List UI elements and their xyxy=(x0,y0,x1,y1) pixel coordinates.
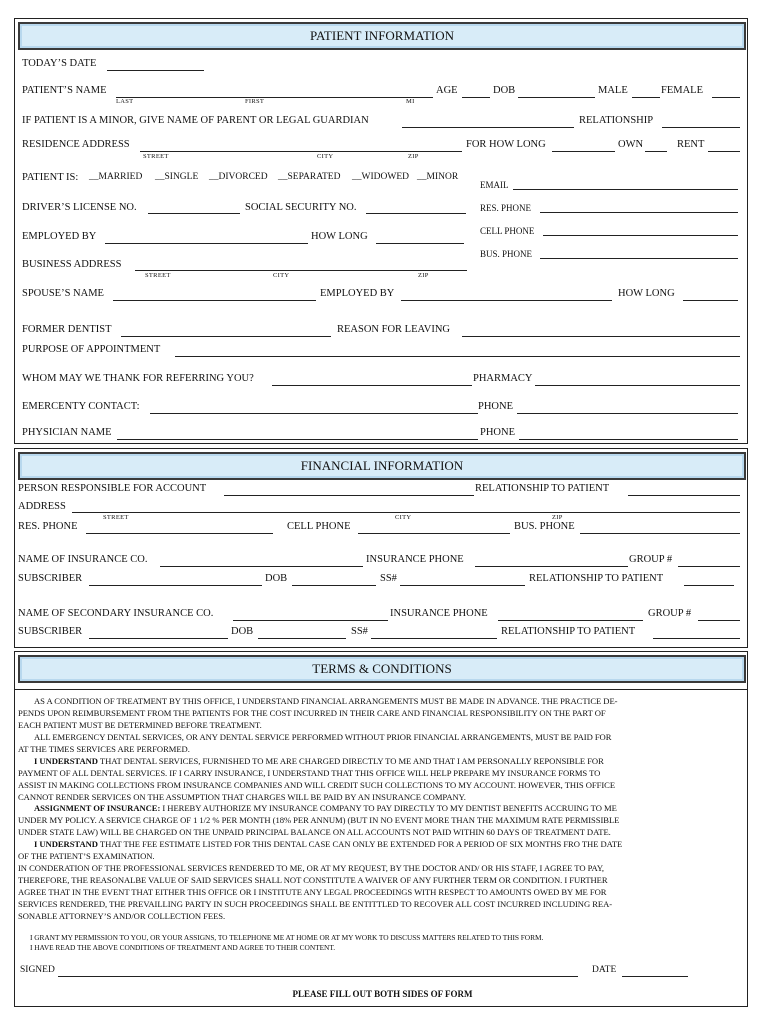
todays-date-field[interactable] xyxy=(107,70,204,71)
fin-cell-phone-label: CELL PHONE xyxy=(287,521,351,532)
terms-line xyxy=(34,839,622,851)
terms-line: PAYMENT OF ALL DENTAL SERVICES. IF I CARRY INSURANCE, I UNDERSTAND THAT THIS OFFICE WILL HELP PREPARE MY INSURANCE FORMS TO xyxy=(18,768,601,778)
terms-line: AGREE THAT IN THE EVENT THAT EITHER THIS OFFICE OR I INSTITUTE ANY LEGAL PROCEEDINGS WITH RESPECT TO AMOUNTS OWED BY ME FOR xyxy=(18,887,607,897)
email-field[interactable] xyxy=(513,189,738,190)
group2-label: GROUP # xyxy=(648,608,692,619)
city-sublabel: CITY xyxy=(317,153,334,160)
insurance-co-label: NAME OF INSURANCE CO. xyxy=(18,554,148,565)
drivers-license-field[interactable] xyxy=(148,213,240,214)
subscriber-label: SUBSCRIBER xyxy=(18,573,83,584)
age-field[interactable] xyxy=(462,97,490,98)
terms-line: ALL EMERGENCY DENTAL SERVICES, OR ANY DENTAL SERVICE PERFORMED WITHOUT PRIOR FINANCIAL ARRANGEMENTS, MUST BE PAID FOR xyxy=(34,732,612,742)
married-label: MARRIED xyxy=(98,172,143,182)
terms-line: AT THE TIMES SERVICES ARE PERFORMED. xyxy=(18,744,190,754)
emergency-contact-field[interactable] xyxy=(150,413,478,414)
emergency-contact-label: EMERCENTY CONTACT: xyxy=(22,401,140,412)
fin-address-field[interactable] xyxy=(72,512,740,513)
fin-bus-phone-field[interactable] xyxy=(580,533,740,534)
date-field[interactable] xyxy=(622,976,688,977)
spouse-employed-label: EMPLOYED BY xyxy=(320,288,395,299)
ssn-field[interactable] xyxy=(366,213,466,214)
secondary-insurance-label: NAME OF SECONDARY INSURANCE CO. xyxy=(18,608,214,619)
sub2-ss-field[interactable] xyxy=(371,638,497,639)
res-phone-field[interactable] xyxy=(540,212,738,213)
bus-phone-field[interactable] xyxy=(540,258,738,259)
terms-line: CANNOT RENDER SERVICES ON THE ASSUMPTION THAT CHARGES WILL BE PAID BY AN INSURANCE COMPANY. xyxy=(18,792,466,802)
patient-info-title: PATIENT INFORMATION xyxy=(309,28,455,43)
zip-sublabel: ZIP xyxy=(408,153,419,160)
terms-line: IN CONDERATION OF THE PROFESSIONAL SERVICES RENDERED TO ME, OR AT MY REQUEST, BY THE DOCTOR AND/ OR HIS STAFF, I AGREE TO PAY, xyxy=(18,863,605,873)
emergency-phone-field[interactable] xyxy=(517,413,738,414)
ssn-label: SOCIAL SECURITY NO. xyxy=(245,202,357,213)
employed-by-label: EMPLOYED BY xyxy=(22,231,97,242)
terms-bold: I UNDERSTAND xyxy=(34,756,98,766)
own-field[interactable] xyxy=(645,151,667,152)
reason-leaving-label: REASON FOR LEAVING xyxy=(337,324,450,335)
fin-zip-sublabel: ZIP xyxy=(552,514,563,521)
group2-field[interactable] xyxy=(698,620,740,621)
patient-is-label: PATIENT IS: xyxy=(22,172,79,183)
how-long-label: FOR HOW LONG xyxy=(466,139,546,150)
terms-span: THAT THE FEE ESTIMATE LISTED FOR THIS DENTAL CASE CAN ONLY BE EXTENDED FOR A PERIOD OF SIX MONTHS FRO THE DATE xyxy=(97,839,623,849)
fin-street-sublabel: STREET xyxy=(103,514,129,521)
fin-res-phone-field[interactable] xyxy=(86,533,273,534)
employed-how-long-label: HOW LONG xyxy=(311,231,368,242)
sub-ss-label: SS# xyxy=(380,573,397,584)
terms-line: OF THE PATIENT’S EXAMINATION. xyxy=(18,851,155,861)
signature-field[interactable] xyxy=(58,976,578,977)
former-dentist-label: FORMER DENTIST xyxy=(22,324,112,335)
terms-line: UNDER MY POLICY. A SERVICE CHARGE OF 1 1/2 % PER MONTH (18% PER ANNUM) (BUT IN NO EVENT MORE THAN THE MAXIMUM RATE PERMISSIBLE xyxy=(18,815,620,825)
physician-name-field[interactable] xyxy=(117,439,478,440)
mi-sublabel: MI xyxy=(406,98,415,105)
drivers-license-label: DRIVER’S LICENSE NO. xyxy=(22,202,137,213)
sub-relationship-label: RELATIONSHIP TO PATIENT xyxy=(529,573,664,584)
relationship-patient-label: RELATIONSHIP TO PATIENT xyxy=(475,483,610,494)
business-address-field[interactable] xyxy=(135,270,467,271)
employed-how-long-field[interactable] xyxy=(376,243,464,244)
terms-bold: I UNDERSTAND xyxy=(34,839,98,849)
sub2-relationship-label: RELATIONSHIP TO PATIENT xyxy=(501,626,636,637)
sub2-dob-field[interactable] xyxy=(258,638,346,639)
agreement-line: I HAVE READ THE ABOVE CONDITIONS OF TREATMENT AND AGREE TO THEIR CONTENT. xyxy=(30,943,336,952)
emergency-phone-label: PHONE xyxy=(478,401,514,412)
male-label: MALE xyxy=(598,85,628,96)
insurance-phone2-field[interactable] xyxy=(498,620,643,621)
spouse-name-field[interactable] xyxy=(113,300,316,301)
responsible-field[interactable] xyxy=(224,495,474,496)
terms-line: ASSIST IN MAKING COLLECTIONS FROM INSURANCE COMPANIES AND WILL CREDIT SUCH COLLECTIONS TO MY ACCOUNT. HOWEVER, THIS OFFICE xyxy=(18,780,616,790)
email-label: EMAIL xyxy=(480,180,509,190)
terms-line: SERVICES RENDERED, THE PREVAILLING PARTY IN SUCH PROCEEDINGS SHALL BE ENTITTLED TO RECOVER ALL COST INCURRED INCLUDING REA- xyxy=(18,899,613,909)
divorced-option[interactable]: __DIVORCED xyxy=(209,172,268,182)
terms-line: THEREFORE, THE REASONALBE VALUE OF SAID SERVICES SHALL NOT CONSTITUTE A WAIVER OF ANY FURTHER TERM OR CONDITION. I FURTHER xyxy=(18,875,608,885)
spouse-how-long-field[interactable] xyxy=(683,300,738,301)
sub-dob-label: DOB xyxy=(265,573,288,584)
subscriber-field[interactable] xyxy=(89,585,262,586)
minor-label: MINOR xyxy=(426,172,459,182)
street-sublabel: STREET xyxy=(143,153,169,160)
fin-bus-phone-label: BUS. PHONE xyxy=(514,521,575,532)
separated-option[interactable]: __SEPARATED xyxy=(278,172,341,182)
employed-by-field[interactable] xyxy=(105,243,308,244)
cell-phone-label: CELL PHONE xyxy=(480,226,535,236)
sub-relationship-field[interactable] xyxy=(684,585,734,586)
age-label: AGE xyxy=(436,85,458,96)
spouse-employed-field[interactable] xyxy=(401,300,612,301)
fin-city-sublabel: CITY xyxy=(395,514,412,521)
sub-ss-field[interactable] xyxy=(400,585,525,586)
biz-street-sublabel: STREET xyxy=(145,272,171,279)
guardian-label: IF PATIENT IS A MINOR, GIVE NAME OF PARENT OR LEGAL GUARDIAN xyxy=(22,115,369,126)
widowed-option[interactable]: __WIDOWED xyxy=(352,172,409,182)
terms-bold: ASSIGNMENT OF INSURANCE: xyxy=(34,803,161,813)
res-phone-label: RES. PHONE xyxy=(480,203,532,213)
referring-field[interactable] xyxy=(272,385,472,386)
group-label: GROUP # xyxy=(629,554,673,565)
biz-city-sublabel: CITY xyxy=(273,272,290,279)
spouse-name-label: SPOUSE’S NAME xyxy=(22,288,104,299)
pharmacy-field[interactable] xyxy=(535,385,740,386)
business-address-label: BUSINESS ADDRESS xyxy=(22,259,122,270)
insurance-co-field[interactable] xyxy=(160,566,363,567)
first-sublabel: FIRST xyxy=(245,98,265,105)
relationship-patient-field[interactable] xyxy=(628,495,740,496)
male-field[interactable] xyxy=(632,97,660,98)
purpose-field[interactable] xyxy=(175,356,740,357)
terms-span: I HEREBY AUTHORIZE MY INSURANCE COMPANY TO PAY DIRECTLY TO MY DENTIST BENEFITS ACCRUING TO ME xyxy=(160,803,617,813)
terms-line: UNDER STATE LAW) WILL BE CHARGED ON THE UNPAID PRINCIPAL BALANCE ON ALL ACCOUNTS NOT PAID WITHIN 60 DAYS OF TREATMENT DATE. xyxy=(18,827,611,837)
bus-phone-label: BUS. PHONE xyxy=(480,249,533,259)
biz-zip-sublabel: ZIP xyxy=(418,272,429,279)
sub-dob-field[interactable] xyxy=(292,585,376,586)
cell-phone-field[interactable] xyxy=(543,235,738,236)
financial-info-title: FINANCIAL INFORMATION xyxy=(300,458,464,473)
pharmacy-label: PHARMACY xyxy=(473,373,533,384)
terms-line xyxy=(34,756,604,768)
patient-name-field[interactable] xyxy=(116,97,433,98)
group-field[interactable] xyxy=(678,566,740,567)
rent-field[interactable] xyxy=(708,151,740,152)
fin-address-label: ADDRESS xyxy=(18,501,66,512)
footer-note: PLEASE FILL OUT BOTH SIDES OF FORM xyxy=(292,989,473,999)
terms-line: EACH PATIENT MUST BE DETERMINED BEFORE TREATMENT. xyxy=(18,720,262,730)
divorced-label: DIVORCED xyxy=(218,172,268,182)
insurance-phone-label: INSURANCE PHONE xyxy=(366,554,464,565)
female-label: FEMALE xyxy=(661,85,703,96)
terms-line: PENDS UPON REIMBURSEMENT FROM THE PATIENTS FOR THE COST INCURRED IN THEIR CARE AND FINANCIAL RESPONSIBILITY ON THE PART OF xyxy=(18,708,606,718)
minor-option[interactable]: __MINOR xyxy=(417,172,459,182)
sub2-relationship-field[interactable] xyxy=(653,638,740,639)
financial-info-header xyxy=(18,452,746,480)
how-long-field[interactable] xyxy=(552,151,615,152)
purpose-label: PURPOSE OF APPOINTMENT xyxy=(22,344,161,355)
residence-field[interactable] xyxy=(140,151,462,152)
last-sublabel: LAST xyxy=(116,98,134,105)
fin-cell-phone-field[interactable] xyxy=(358,533,510,534)
sub2-dob-label: DOB xyxy=(231,626,254,637)
terms-line xyxy=(34,803,617,815)
permission-line: I GRANT MY PERMISSION TO YOU, OR YOUR ASSIGNS, TO TELEPHONE ME AT HOME OR AT MY WORK TO DISCUSS MATTERS RELATED TO THIS FORM. xyxy=(30,933,544,942)
responsible-label: PERSON RESPONSIBLE FOR ACCOUNT xyxy=(18,483,207,494)
subscriber2-label: SUBSCRIBER xyxy=(18,626,83,637)
sub2-ss-label: SS# xyxy=(351,626,368,637)
residence-label: RESIDENCE ADDRESS xyxy=(22,139,130,150)
subscriber2-field[interactable] xyxy=(89,638,228,639)
signed-label: SIGNED xyxy=(20,965,55,975)
referring-label: WHOM MAY WE THANK FOR REFERRING YOU? xyxy=(22,373,254,384)
patient-name-label: PATIENT’S NAME xyxy=(22,85,107,96)
married-option[interactable]: __MARRIED xyxy=(89,172,143,182)
rent-label: RENT xyxy=(677,139,705,150)
secondary-insurance-field[interactable] xyxy=(233,620,388,621)
single-label: SINGLE xyxy=(164,172,199,182)
former-dentist-field[interactable] xyxy=(121,336,331,337)
female-field[interactable] xyxy=(712,97,740,98)
reason-leaving-field[interactable] xyxy=(462,336,740,337)
terms-span: THAT DENTAL SERVICES, FURNISHED TO ME ARE CHARGED DIRECTLY TO ME AND THAT I AM PERSONALLY REPONSIBLE FOR xyxy=(97,756,604,766)
insurance-phone-field[interactable] xyxy=(475,566,628,567)
spouse-how-long-label: HOW LONG xyxy=(618,288,675,299)
relationship-label: RELATIONSHIP xyxy=(579,115,654,126)
physician-name-label: PHYSICIAN NAME xyxy=(22,427,112,438)
own-label: OWN xyxy=(618,139,644,150)
dob-field[interactable] xyxy=(518,97,595,98)
terms-line: AS A CONDITION OF TREATMENT BY THIS OFFICE, I UNDERSTAND FINANCIAL ARRANGEMENTS MUST BE MADE IN ADVANCE. THE PRACTICE DE- xyxy=(34,696,618,706)
date-label: DATE xyxy=(592,965,617,975)
fin-res-phone-label: RES. PHONE xyxy=(18,521,78,532)
patient-info-header xyxy=(18,22,746,50)
physician-phone-label: PHONE xyxy=(480,427,516,438)
terms-header xyxy=(18,655,746,683)
relationship-field[interactable] xyxy=(662,127,740,128)
physician-phone-field[interactable] xyxy=(519,439,738,440)
widowed-label: WIDOWED xyxy=(361,172,409,182)
guardian-field[interactable] xyxy=(402,127,574,128)
todays-date-label: TODAY’S DATE xyxy=(22,58,97,69)
terms-line: SONABLE ATTORNEY’S AND/OR COLLECTION FEES. xyxy=(18,911,226,921)
single-option[interactable]: __SINGLE xyxy=(155,172,199,182)
insurance-phone2-label: INSURANCE PHONE xyxy=(390,608,488,619)
terms-title: TERMS & CONDITIONS xyxy=(312,661,452,676)
separated-label: SEPARATED xyxy=(287,172,341,182)
dob-label: DOB xyxy=(493,85,516,96)
